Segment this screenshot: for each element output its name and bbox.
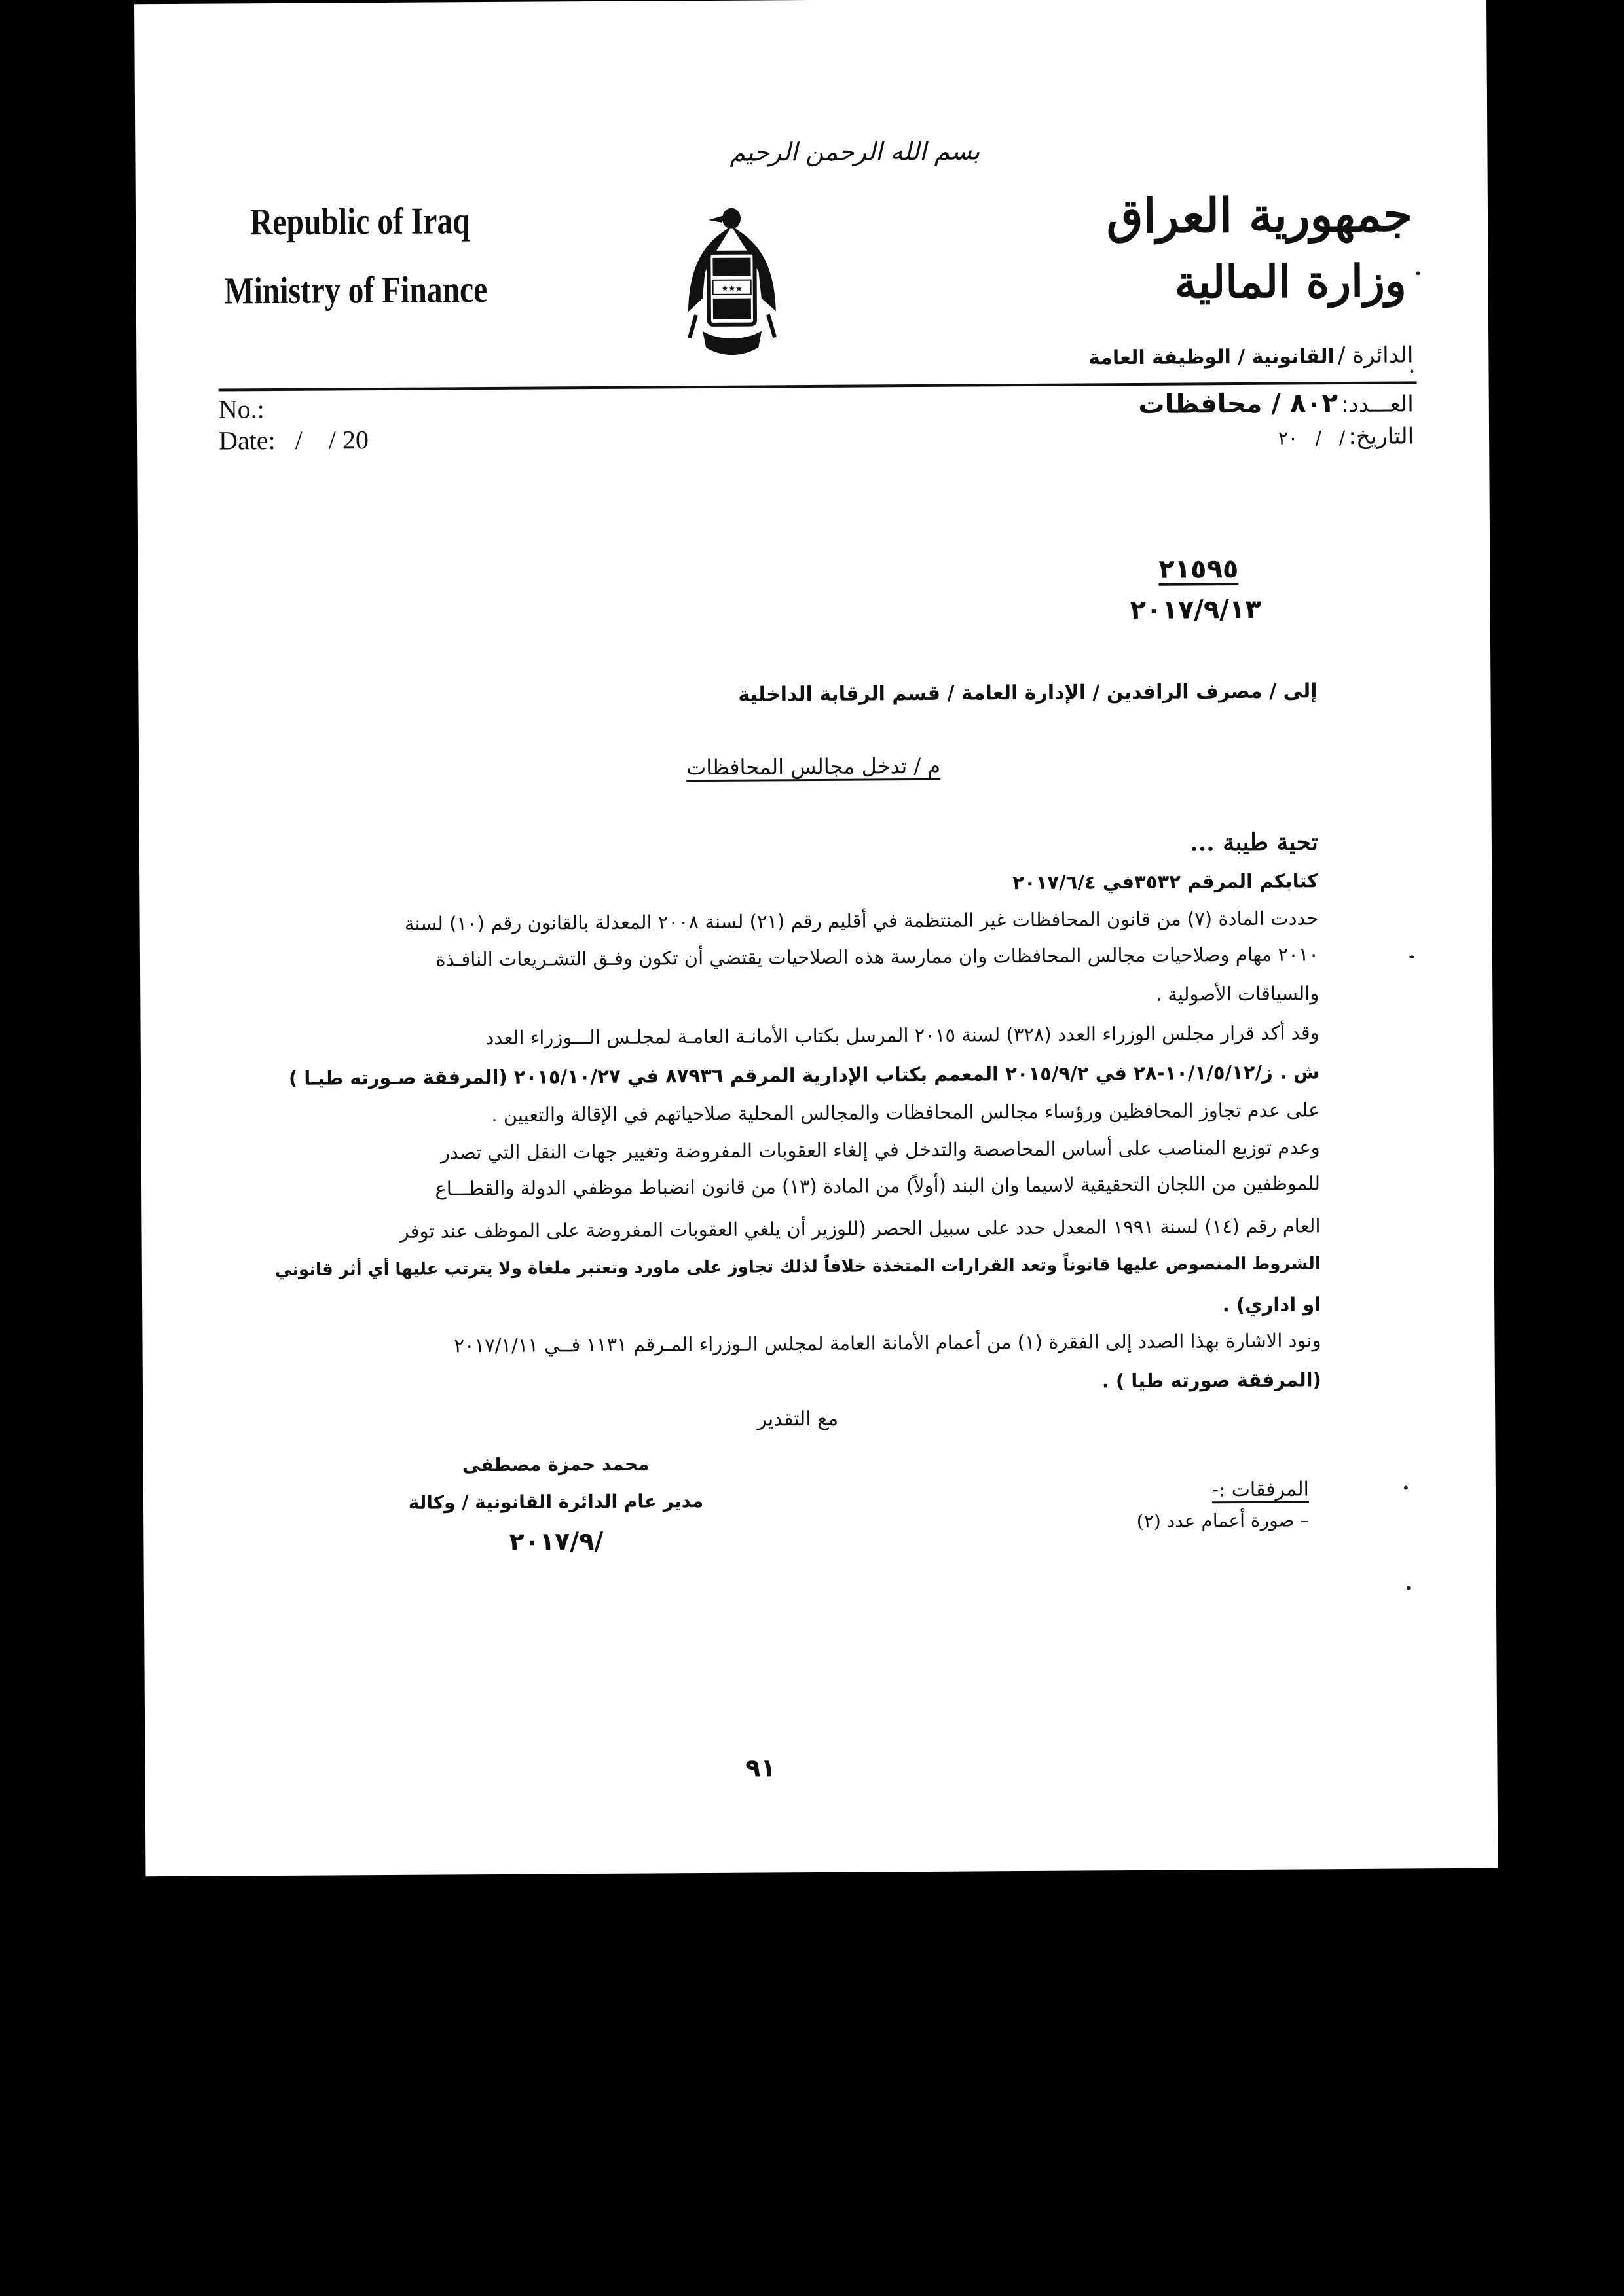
ar-date-value: / / ٢٠ — [1278, 427, 1346, 449]
en-date-label: Date: / / 20 — [218, 425, 369, 456]
ar-department-line — [955, 342, 1413, 371]
ar-department-label: الدائرة / — [1337, 342, 1414, 369]
attachments-label: المرفقات :- — [1211, 1478, 1310, 1502]
ar-department-value: القانونية / الوظيفة العامة — [1088, 345, 1335, 370]
reference-date: ٢٠١٧/٩/١٣ — [1130, 594, 1261, 626]
body-line: وعدم توزيع المناصب على أساس المحاصصة والتدخل في إلغاء العقوبات المفروضة وتغيير جهات النقل التي تصدر — [440, 1136, 1320, 1164]
body-line: والسياقات الأصولية . — [1155, 982, 1320, 1006]
page-number: ٩١ — [745, 1753, 776, 1783]
body-line: وقد أكد قرار مجلس الوزراء العدد (٣٢٨) لسنة ٢٠١٥ المرسل بكتاب الأمانـة العامـة لمجلـس الـــوزراء العدد — [485, 1021, 1320, 1049]
reference-number: ٢١٥٩٥ — [1158, 554, 1239, 585]
en-ministry-title: Ministry of Finance — [224, 268, 488, 312]
body-line: ٢٠١٠ مهام وصلاحيات مجالس المحافظات وان ممارسة هذه الصلاحيات يقتضي أن تكون وفـق التشـريعات النافـذة — [435, 943, 1320, 971]
signatory-name: محمد حمزة مصطفى — [462, 1453, 650, 1476]
en-country-title: Republic of Iraq — [249, 199, 470, 244]
ar-number-line — [1021, 388, 1414, 420]
scan-speck — [1409, 955, 1414, 958]
body-line: للموظفين من اللجان التحقيقية لاسيما وان البند (أولاً) من المادة (١٣) من قانون انضباط موظفي الدولة والقطـــاع — [435, 1172, 1321, 1200]
ar-country-title: جمهورية العراق — [1106, 186, 1413, 244]
ar-no-value: ٨٠٢ / محافظات — [1138, 388, 1338, 420]
body-line: الشروط المنصوص عليها قانوناً وتعد القرارات المتخذة خلافاً لذلك تجاوز على ماورد وتعتبر ملغاة ولا يترتب عليها أي أثر قانوني — [274, 1254, 1321, 1281]
iraq-eagle-emblem-icon — [682, 200, 782, 364]
scan-speck — [1410, 369, 1413, 373]
body-line: (المرفقة صورته طيا ) . — [1101, 1368, 1321, 1393]
attachments-item: – صورة أعمام عدد (٢) — [1136, 1509, 1310, 1532]
subject: م / تدخل مجالس المحافظات — [686, 753, 941, 780]
ar-date-label: التاريخ: — [1348, 423, 1414, 450]
en-no-label: No.: — [218, 394, 265, 424]
ar-ministry-title: وزارة المالية — [1174, 255, 1407, 309]
body-line: العام رقم (١٤) لسنة ١٩٩١ المعدل حدد على سبيل الحصر (للوزير أن يلغي العقوبات المفروضة على الموظف عند توفر — [399, 1214, 1321, 1243]
addressee: إلى / مصرف الرافدين / الإدارة العامة / قسم الرقابة الداخلية — [738, 680, 1318, 706]
closing: مع التقدير — [757, 1407, 839, 1431]
scan-speck — [1404, 1485, 1408, 1489]
body-line: كتابكم المرقم ٣٥٣٢في ٢٠١٧/٦/٤ — [1012, 869, 1319, 894]
body-line: على عدم تجاوز المحافظين ورؤساء مجالس المحافظات والمجالس المحلية صلاحياتهم في الإقالة والتعيين . — [491, 1099, 1320, 1127]
greeting: تحية طيبة ... — [1189, 828, 1319, 857]
body-line: او اداري) . — [1222, 1293, 1321, 1317]
scan-speck — [1407, 1586, 1411, 1590]
scan-speck — [1416, 271, 1420, 275]
letter-page — [134, 0, 1498, 1876]
ar-date-line — [1021, 423, 1414, 452]
signatory-title: مدير عام الدائرة القانونية / وكالة — [408, 1490, 704, 1514]
svg-text:★★★: ★★★ — [721, 283, 743, 293]
body-line: حددت المادة (٧) من قانون المحافظات غير المنتظمة في أقليم رقم (٢١) لسنة ٢٠٠٨ المعدلة بالقانون رقم (١٠) لسنة — [404, 907, 1319, 935]
signatory-date: ٢٠١٧/٩/ — [509, 1526, 604, 1556]
body-line: ونود الاشارة بهذا الصدد إلى الفقرة (١) من أعمام الأمانة العامة لمجلس الـوزراء المـرقم ١١٣١ فــي ٢٠١٧/١/١١ — [454, 1329, 1321, 1357]
body-line: ش . ز/١٠/١/٥/١٢-٢٨ في ٢٠١٥/٩/٢ المعمم بكتاب الإدارية المرقم ٨٧٩٣٦ في ٢٠١٥/١٠/٢٧ (المرفقة صـورته طيـا ) — [288, 1061, 1320, 1089]
basmala: بسم الله الرحمن الرحيم — [729, 136, 980, 167]
ar-no-label: العـــدد: — [1341, 391, 1414, 418]
